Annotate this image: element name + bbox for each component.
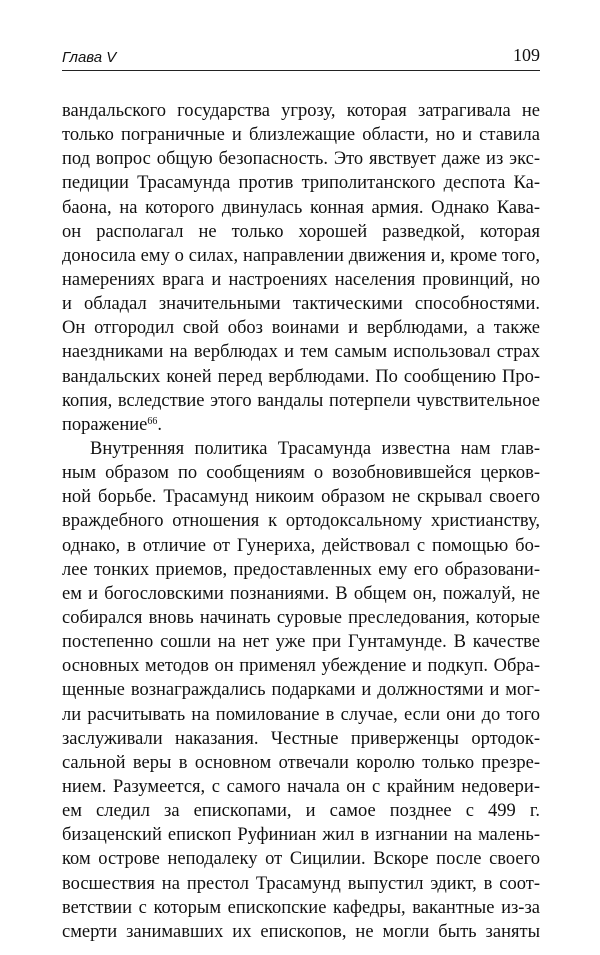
text-line-last — [62, 413, 540, 437]
text-line: однако, в отличие от Гунериха, действовал с помощью бо- — [62, 535, 540, 556]
page-number: 109 — [513, 45, 540, 65]
body-text — [62, 99, 540, 944]
text-line: ным образом по сообщениям о возобновившейся церков- — [62, 463, 540, 484]
text-line: он располагал не только хорошей разведкой, которая — [62, 221, 540, 242]
text-line: баона, на которого двинулась конная армия. Однако Кава- — [62, 197, 540, 218]
text-line: только пограничные и близлежащие области, но и ставила — [62, 125, 540, 146]
text-line: ветствии с которым епископские кафедры, вакантные из-за — [62, 897, 540, 918]
text-line: наездниками на верблюдах и тем самым использовал страх — [62, 342, 540, 363]
text-line: ли расчитывать на помилование в случае, если они до того — [62, 704, 540, 725]
text-line: ком острове неподалеку от Сицилии. Вскоре после своего — [62, 849, 540, 870]
text-line: заслуживали наказания. Честные приверженцы ортодок- — [62, 728, 540, 749]
paragraph-1 — [62, 99, 540, 437]
text-line: намерениях врага и настроениях населения провинций, но — [62, 269, 540, 290]
text-line: Внутренняя политика Трасамунда известна нам глав- — [90, 438, 540, 459]
text-line: нием. Разумеется, с самого начала он с крайним недовери- — [62, 776, 540, 797]
text-line: ем следил за епископами, и самое позднее с 499 г. — [62, 801, 540, 822]
text-line: ем и богословскими познаниями. В общем он, пожалуй, не — [62, 583, 540, 604]
text-line: постепенно сошли на нет уже при Гунтамунде. В качестве — [62, 632, 540, 653]
text-line: Он отгородил свой обоз воинами и верблюдами, а также — [62, 318, 540, 339]
text-line: вандальского государства угрозу, которая затрагивала не — [62, 101, 540, 121]
text-line: щенные вознаграждались подарками и должностями и мог- — [62, 680, 540, 701]
text-line: собирался вновь начинать суровые преследования, которые — [62, 607, 540, 628]
text-line: бизаценский епископ Руфиниан жил в изгнании на малень- — [62, 825, 540, 846]
text-line: копия, вследствие этого вандалы потерпели чувствительное — [62, 390, 540, 411]
text-line: вандальских коней перед верблюдами. По сообщению Про- — [62, 366, 540, 387]
paragraph-2 — [62, 437, 540, 944]
text-line: ной борьбе. Трасамунд никоим образом не скрывал своего — [62, 487, 540, 508]
last-line-text: поражение — [62, 414, 148, 435]
text-line: враждебного отношения к ортодоксальному христианству, — [62, 511, 540, 532]
running-header — [62, 40, 540, 71]
text-line: смерти занимавших их епископов, не могли быть заняты — [62, 921, 540, 942]
last-line-end: . — [157, 414, 162, 435]
chapter-title: Глава V — [62, 49, 117, 66]
footnote-ref[interactable]: 66 — [147, 415, 158, 427]
text-line: основных методов он применял убеждение и подкуп. Обра- — [62, 656, 540, 677]
text-line: и обладал значительными тактическими способностями. — [62, 294, 540, 315]
text-line: восшествия на престол Трасамунд выпустил эдикт, в соот- — [62, 873, 540, 894]
text-line: сальной веры в основном отвечали королю только презре- — [62, 752, 540, 773]
text-line: доносила ему о силах, направлении движения и, кроме того, — [62, 245, 540, 266]
text-line: лее тонких приемов, предоставленных ему его образовани- — [62, 559, 540, 580]
text-line: под вопрос общую безопасность. Это явствует даже из экс- — [62, 149, 540, 170]
text-line: педиции Трасамунда против триполитанского деспота Ка- — [62, 173, 540, 194]
